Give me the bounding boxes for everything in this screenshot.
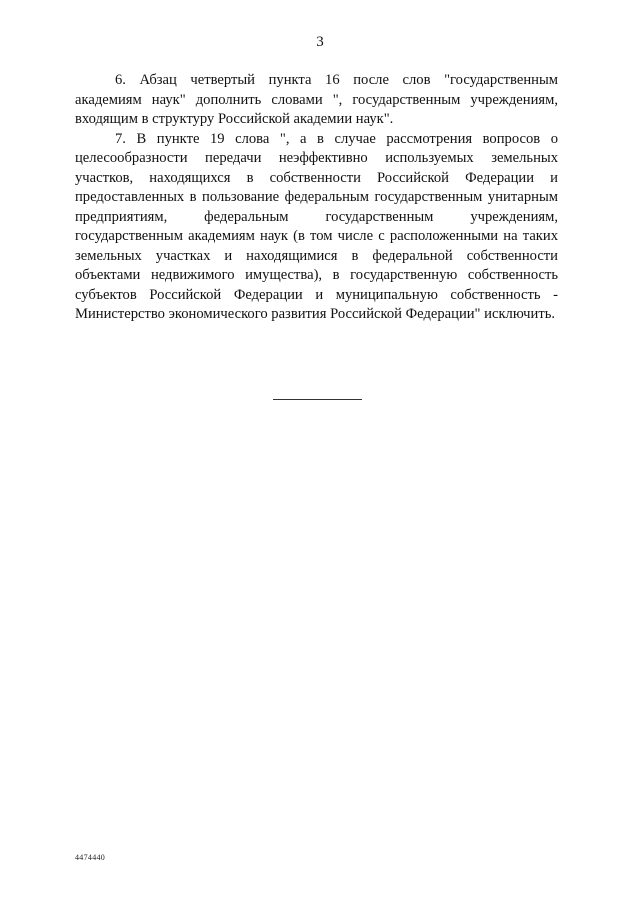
document-id: 4474440 [75,853,106,862]
page-number: 3 [316,34,324,50]
paragraph-item-6: 6. Абзац четвертый пункта 16 после слов "государственным академиям наук" дополнить словами ", государственным учреждениям, входящим в структуру Российской академии наук". [75,72,558,127]
paragraph-item-7: 7. В пункте 19 слова ", а в случае рассмотрения вопросов о целесообразности передачи неэффективно используемых земельных участков, находящихся в собственности Российской Федерации и предоставленных в пользование федеральным государственным унитарным предприятиям, федеральным государственным учреждениям, государственным академиям наук (в том числе с расположенными на таких земельных участках и находящимися в федеральной собственности объектами недвижимого имущества), в государственную собственность субъектов Российской Федерации и муниципальную собственность - Министерство экономического развития Российской Федерации" исключить. [75,130,558,322]
document-body [75,71,558,325]
end-divider [273,399,362,400]
